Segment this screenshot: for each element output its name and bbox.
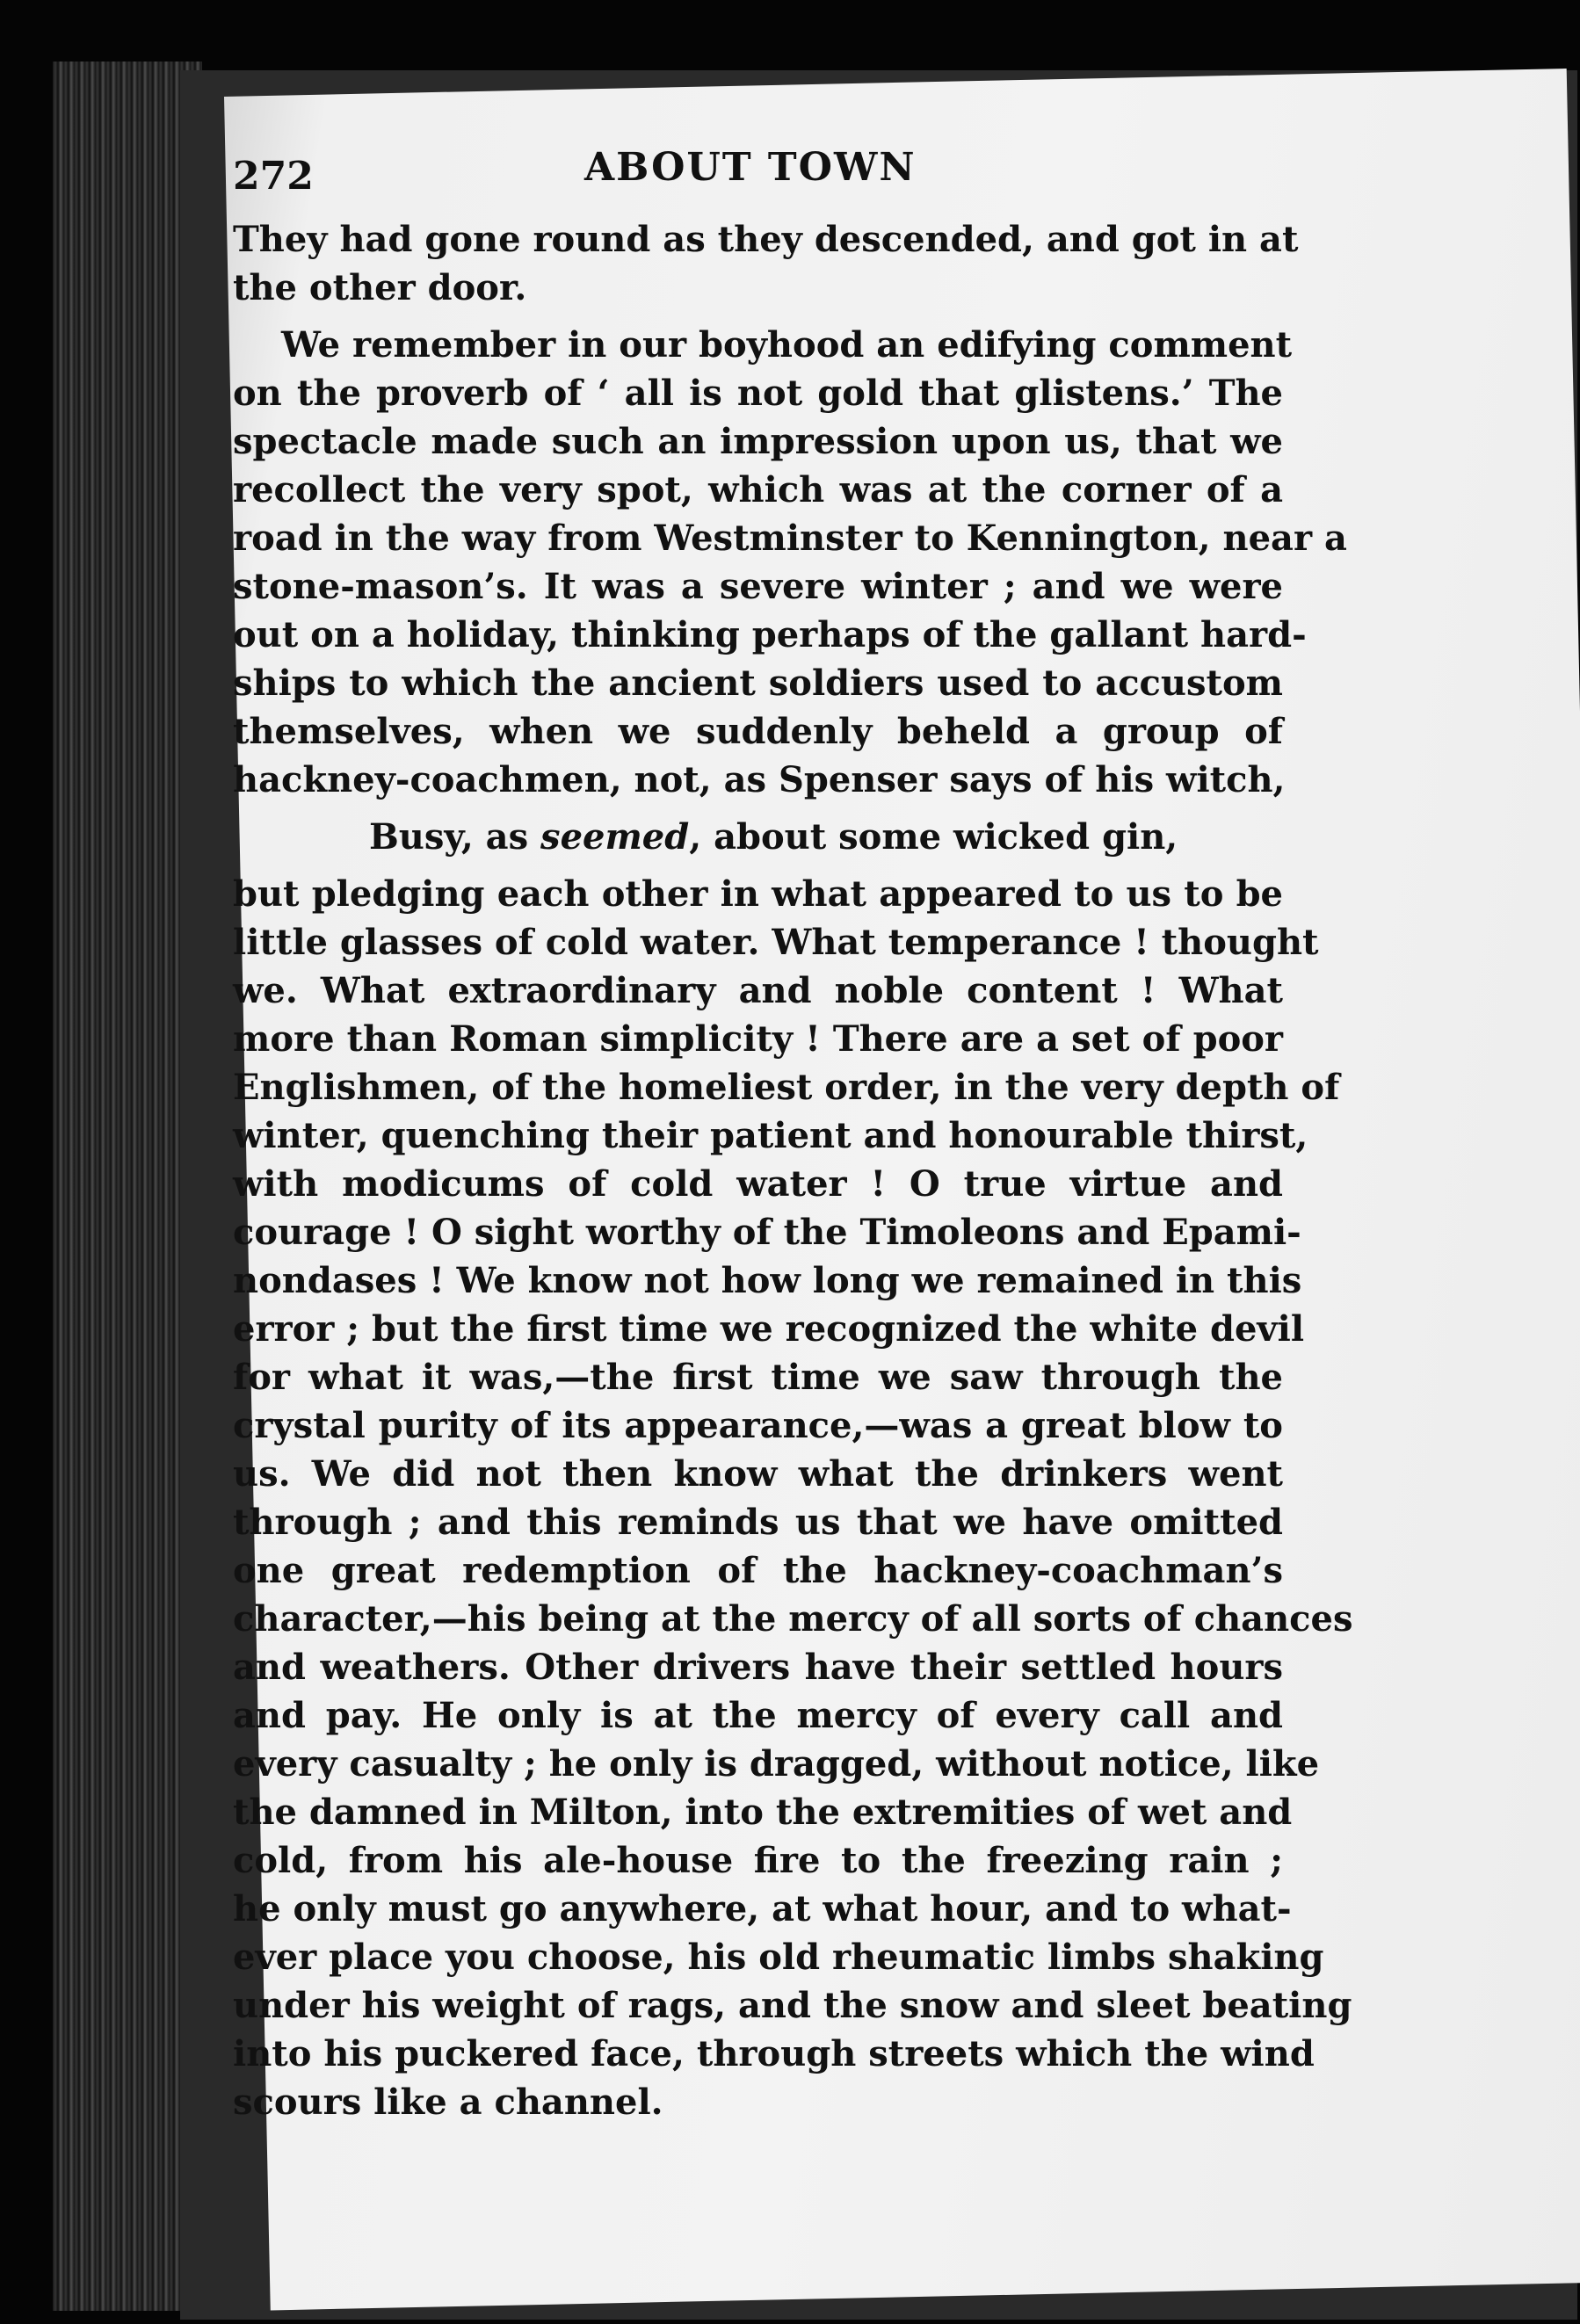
text-line: character,—his being at the mercy of all sorts of chances [233, 1598, 1353, 1640]
text-line: every casualty ; he only is dragged, without notice, like [233, 1743, 1320, 1785]
body-text [233, 215, 1353, 2126]
running-head [233, 145, 1226, 215]
text-line: for what it was,—the first time we saw through the [233, 1357, 1283, 1398]
text-line: us. We did not then know what the drinkers went [233, 1453, 1283, 1495]
text-line: with modicums of cold water ! O true virtue and [233, 1163, 1283, 1205]
text-line: road in the way from Westminster to Kennington, near a [233, 518, 1347, 559]
text-line: under his weight of rags, and the snow and sleet beating [233, 1985, 1352, 2026]
text-line: the other door. [233, 267, 527, 308]
text-line: ever place you choose, his old rheumatic limbs shaking [233, 1937, 1324, 1978]
text-line: crystal purity of its appearance,—was a great blow to [233, 1405, 1283, 1446]
text-line: one great redemption of the hackney-coachman’s [233, 1550, 1283, 1591]
text-line: and weathers. Other drivers have their settled hours [233, 1647, 1283, 1688]
text-line: nondases ! We know not how long we remained in this [233, 1260, 1302, 1301]
verse-text-before: Busy, as [369, 816, 541, 858]
text-line: and pay. He only is at the mercy of every call and [233, 1695, 1283, 1736]
verse-text-after: , about some wicked gin, [689, 816, 1178, 858]
text-line: little glasses of cold water. What temperance ! thought [233, 922, 1319, 963]
paragraph-continuation [233, 215, 1299, 312]
verse-quotation [233, 804, 1283, 870]
text-line: more than Roman simplicity ! There are a set of poor [233, 1018, 1283, 1060]
text-line: we. What extraordinary and noble content ! What [233, 970, 1283, 1011]
text-line: stone-mason’s. It was a severe winter ; and we were [233, 566, 1283, 607]
paragraph-temperance [233, 870, 1353, 2126]
text-line: through ; and this reminds us that we have omitted [233, 1502, 1283, 1543]
text-line: error ; but the first time we recognized the white devil [233, 1308, 1305, 1350]
text-line: he only must go anywhere, at what hour, and to what- [233, 1888, 1292, 1929]
text-line: scours like a channel. [233, 2081, 663, 2123]
text-line: the damned in Milton, into the extremities of wet and [233, 1792, 1293, 1833]
text-line: They had gone round as they descended, and got in at [233, 219, 1299, 260]
text-line: Englishmen, of the homeliest order, in the very depth of [233, 1067, 1340, 1108]
text-line: spectacle made such an impression upon us, that we [233, 421, 1283, 462]
text-line: out on a holiday, thinking perhaps of the gallant hard- [233, 614, 1307, 655]
text-line: courage ! O sight worthy of the Timoleons and Epami- [233, 1212, 1301, 1253]
running-title: ABOUT TOWN [584, 145, 917, 190]
text-line: hackney-coachmen, not, as Spenser says of his witch, [233, 759, 1286, 800]
text-line: but pledging each other in what appeared to us to be [233, 873, 1283, 915]
page-number: 272 [233, 154, 314, 199]
text-line: themselves, when we suddenly beheld a group of [233, 711, 1283, 752]
text-line: ships to which the ancient soldiers used to accustom [233, 662, 1283, 704]
text-line: recollect the very spot, which was at the corner of a [233, 469, 1283, 510]
paragraph-boyhood [233, 321, 1347, 804]
text-line: on the proverb of ‘ all is not gold that glistens.’ The [233, 373, 1283, 414]
text-line: into his puckered face, through streets which the wind [233, 2033, 1315, 2074]
text-line: winter, quenching their patient and honourable thirst, [233, 1115, 1308, 1156]
verse-italic-word: seemed [540, 816, 690, 858]
text-line: We remember in our boyhood an edifying comment [281, 324, 1293, 366]
text-line: cold, from his ale-house fire to the freezing rain ; [233, 1840, 1283, 1881]
